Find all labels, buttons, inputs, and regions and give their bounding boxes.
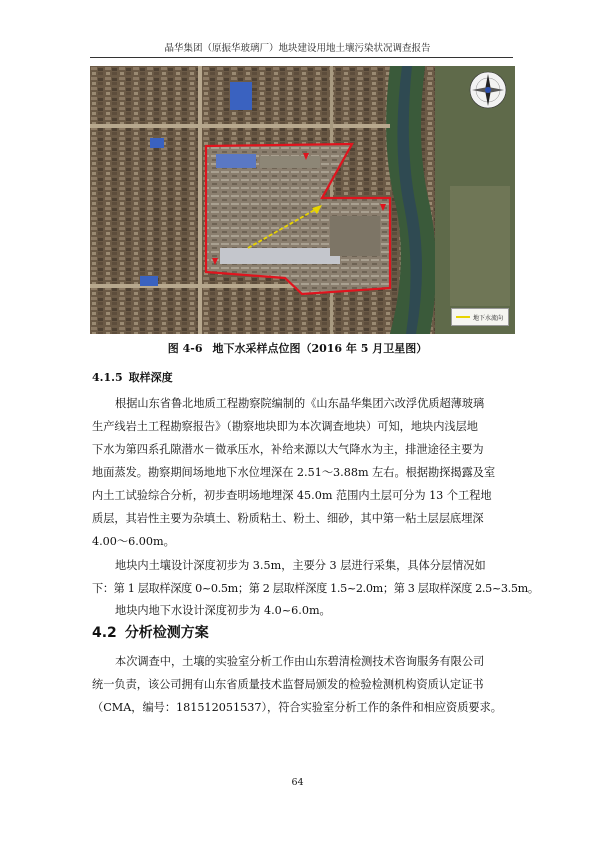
subsection-heading [92,369,173,385]
header-rule [90,57,513,58]
figure-caption [0,340,595,356]
satellite-map-figure [90,66,515,334]
text-line: 地块内地下水设计深度初步为 4.0~6.0m。 [115,604,331,617]
subsection-number: 4.1.5 [92,371,123,384]
text-line: （CMA，编号：181512051537），符合实验室分析工作的条件和相应资质要求。 [92,701,502,714]
caption-text: 地下水采样点位图（2016 年 5 月卫星图） [212,342,428,355]
text-line: 质层，其岩性主要为杂填土、粉质粘土、粉土、细砂，其中第一粘土层层底埋深 [92,512,484,525]
running-header: 晶华集团（原振华玻璃厂）地块建设用地土壤污染状况调查报告 [164,43,431,54]
section-number: 4.2 [92,625,117,641]
road [198,66,202,334]
satellite-map [90,66,515,334]
text-line: 地面蒸发。勘察期间场地地下水位埋深在 2.51～3.88m 左右。根据勘探揭露及室 [92,466,496,479]
road [90,124,390,128]
section-heading [92,622,209,642]
paragraph-groundwater-depth [92,599,512,622]
legend-label: 地下水流向 [473,314,504,322]
text-line: 本次调查中，土壤的实验室分析工作由山东碧清检测技术咨询服务有限公司 [115,655,485,668]
map-legend [451,308,509,326]
paragraph-sampling-depth [92,392,512,553]
text-line: 下水为第四系孔隙潜水－微承压水，补给来源以大气降水为主，排泄途径主要为 [92,443,484,456]
paragraph-analysis-plan [92,650,512,719]
legend-swatch [456,316,470,318]
text-line: 下：第 1 层取样深度 0~0.5m；第 2 层取样深度 1.5~2.0m；第 3 层取样深度 2.5~3.5m。 [92,582,539,595]
text-line: 生产线岩土工程勘察报告》（勘察地块即为本次调查地块）可知，地块内浅层地 [92,420,478,433]
text-line: 地块内土壤设计深度初步为 3.5m，主要分 3 层进行采集，具体分层情况如 [115,559,486,572]
page-number: 64 [291,777,304,788]
text-line: 统一负责，该公司拥有山东省质量技术监督局颁发的检验检测机构资质认定证书 [92,678,484,691]
caption-number: 图 4-6 [167,342,203,355]
text-line: 内土工试验综合分析，初步查明场地埋深 45.0m 范围内土层可分为 13 个工程地 [92,489,492,502]
compass-rose-icon [470,72,506,108]
subsection-title: 取样深度 [128,371,173,384]
blue-roof [230,82,252,110]
section-title: 分析检测方案 [124,625,209,641]
text-line: 根据山东省鲁北地质工程勘察院编制的《山东晶华集团六改浮优质超薄玻璃 [115,397,485,410]
paragraph-soil-depth [92,554,539,600]
text-line: 4.00～6.00m。 [92,535,175,548]
